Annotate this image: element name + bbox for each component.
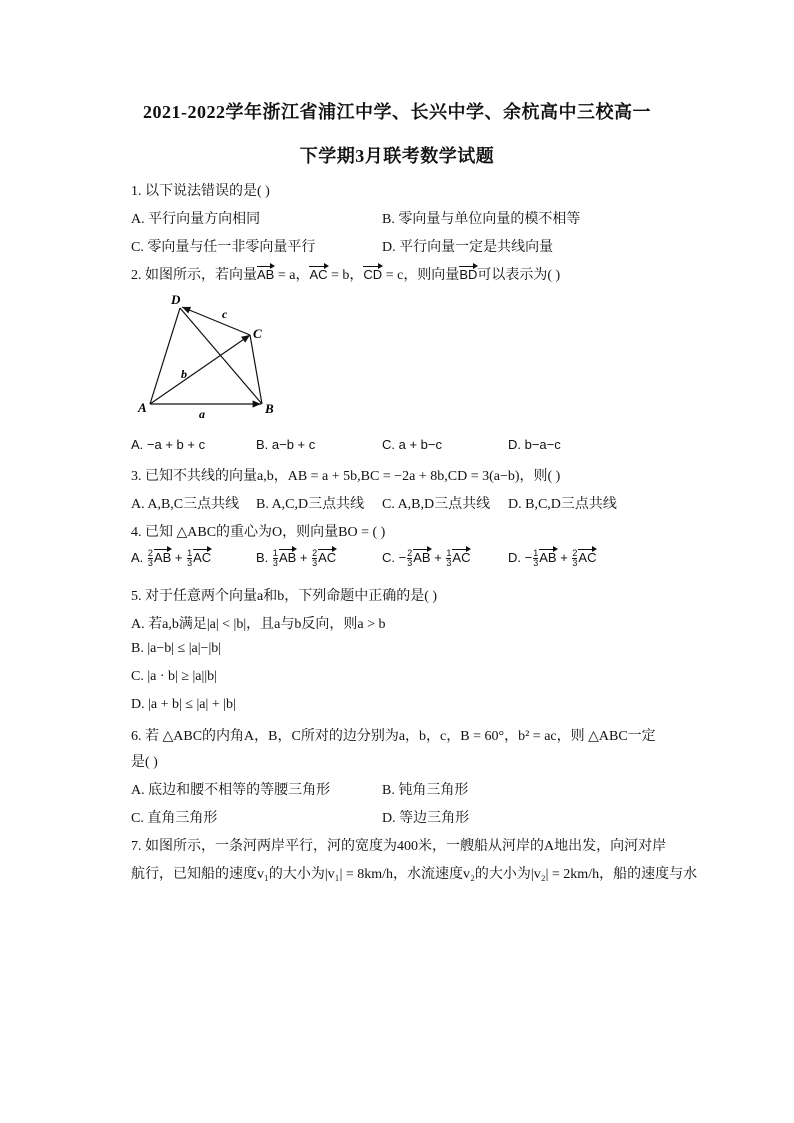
question-2-stem-prefix: 2. 如图所示，若向量 [131,268,257,283]
question-2-part: = c，则向量 [382,268,460,283]
option-letter: A. [131,549,144,565]
question-3-option-b: B. A,C,D三点共线 [256,497,365,512]
question-1-option-a: A. 平行向量方向相同 [131,212,261,227]
question-1-option-b: B. 零向量与单位向量的模不相等 [382,212,581,227]
question-1-option-d: D. 平行向量一定是共线向量 [382,240,554,255]
fraction-2-3: $\frac{2}{3}$ [407,548,413,568]
edge-db [180,308,262,404]
vector-ac: AC [309,267,328,282]
question-5-option-b: B. |a−b| ≤ |a|−|b| [131,641,222,656]
question-7-stem-line2: 航行，已知船的速度v₁的大小为|v₁| = 8km/h，水流速度v₂的大小为|v₂| = 2km/h，船的速度与水 [131,867,698,882]
label-vector-c: c [222,307,228,321]
label-b-point: B [265,401,274,416]
quadrilateral-diagram [136,292,286,422]
option-letter: D. [508,549,521,565]
edge-cb [250,335,262,404]
label-vector-a: a [199,407,205,421]
option-letter: B. [256,549,269,565]
question-5-option-a: A. 若a,b满足|a| < |b|，且a与b反向，则a > b [131,617,386,632]
vector-bd: BD [459,267,478,282]
question-4-option-b: B. $\frac{1}{3}$ AB + $\frac{2}{3}$ AC [256,548,337,568]
question-2-part: = b， [327,268,364,283]
page-title-line2: 下学期3月联考数学试题 [299,146,495,166]
question-3-option-c: C. A,B,D三点共线 [382,497,491,512]
fraction-1-3: $\frac{1}{3}$ [187,548,193,568]
question-2-option-d: D. b−a−c [508,437,561,452]
question-4-option-d: D. − $\frac{1}{3}$ AB + $\frac{2}{3}$ AC [508,548,597,568]
question-6-option-a: A. 底边和腰不相等的等腰三角形 [131,783,331,798]
question-5-option-c: C. |a · b| ≥ |a||b| [131,669,217,684]
question-1-option-c: C. 零向量与任一非零向量平行 [131,240,316,255]
question-2-option-b: B. a−b + c [256,437,316,452]
label-c-point: C [253,326,262,341]
question-3-stem: 3. 已知不共线的向量a,b，AB = a + 5b,BC = −2a + 8b,CD = 3(a−b)，则( ) [131,469,561,484]
question-2-option-c: C. a + b−c [382,437,442,452]
fraction-1-3: $\frac{1}{3}$ [272,548,278,568]
edge-cd [182,307,250,335]
fraction-1-3: $\frac{1}{3}$ [533,548,539,568]
fraction-1-3: $\frac{1}{3}$ [446,548,452,568]
question-6-stem-line1: 6. 若 △ABC的内角A，B，C所对的边分别为a，b，c，B = 60°，b² = ac，则 △ABC一定 [131,729,656,744]
fraction-2-3: $\frac{2}{3}$ [147,548,153,568]
vector-ab: AB [257,267,275,282]
fraction-2-3: $\frac{2}{3}$ [312,548,318,568]
question-6-stem-line2: 是( ) [131,755,158,770]
fraction-2-3: $\frac{2}{3}$ [572,548,578,568]
question-1-stem: 1. 以下说法错误的是( ) [131,184,270,199]
edge-ac [150,335,250,404]
label-vector-b: b [181,367,187,381]
question-5-stem: 5. 对于任意两个向量a和b，下列命题中正确的是( ) [131,589,438,604]
label-a-point: A [138,400,147,415]
question-2-option-a: A. −a + b + c [131,437,206,452]
question-6-option-d: D. 等边三角形 [382,811,470,826]
edge-ad [150,308,180,404]
question-2-stem [131,264,560,284]
vector-cd: CD [363,267,383,282]
question-5-option-d: D. |a + b| ≤ |a| + |b| [131,697,236,712]
question-3-option-a: A. A,B,C三点共线 [131,497,240,512]
label-d-point: D [171,292,181,307]
question-6-option-b: B. 钝角三角形 [382,783,469,798]
page-title-line1: 2021-2022学年浙江省浦江中学、长兴中学、余杭高中三校高一 [143,102,651,122]
question-6-option-c: C. 直角三角形 [131,811,218,826]
option-letter: C. [382,549,395,565]
question-4-stem: 4. 已知 △ABC的重心为O，则向量BO = ( ) [131,525,386,540]
question-2-part: 可以表示为( ) [477,268,561,283]
question-7-stem-line1: 7. 如图所示，一条河两岸平行，河的宽度为400米，一艘船从河岸的A地出发，向河对岸 [131,839,667,854]
question-2-part: = a， [274,268,310,283]
question-3-option-d: D. B,C,D三点共线 [508,497,617,512]
question-4-option-a: A. $\frac{2}{3}$ AB + $\frac{1}{3}$ AC [131,548,212,568]
question-4-option-c: C. − $\frac{2}{3}$ AB + $\frac{1}{3}$ AC [382,548,471,568]
